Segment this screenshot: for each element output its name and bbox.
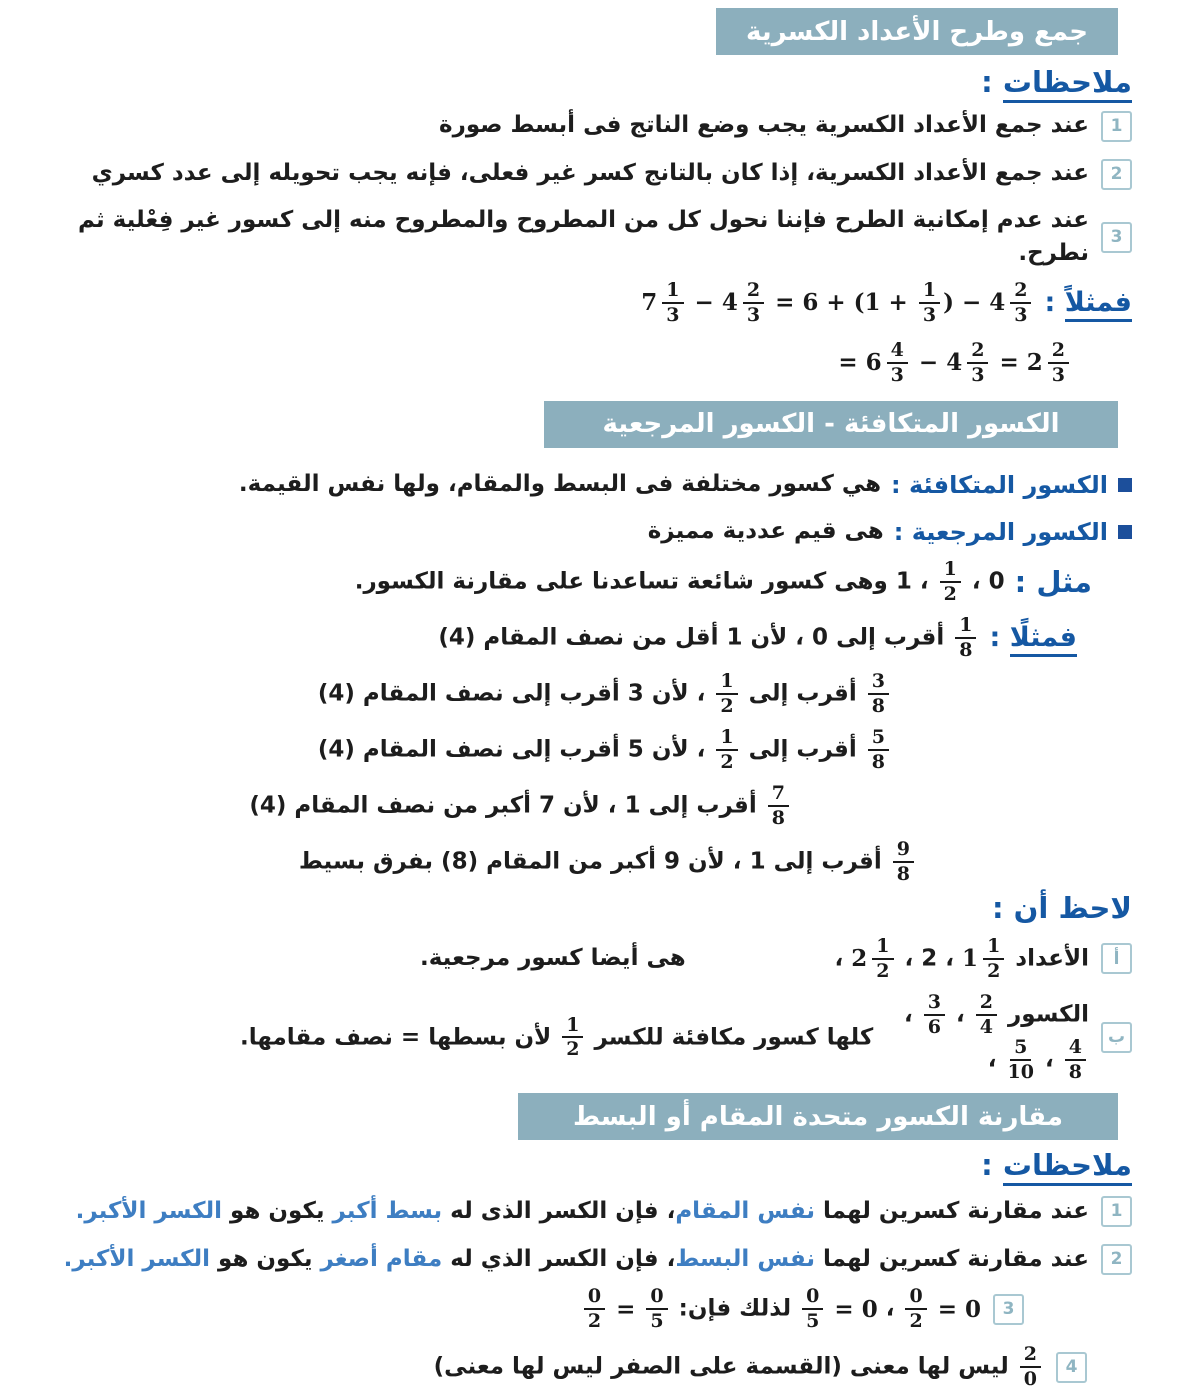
example-text (355, 559, 1005, 605)
notes-heading-text: ملاحظات (1003, 1148, 1132, 1186)
example-equation-line-1 (40, 275, 1132, 331)
text-segment: ، فإن الكسر الذى له (442, 1197, 676, 1224)
fraction: $\frac{1}{8}$ (955, 615, 976, 661)
text-segment: بسط أكبر (332, 1197, 443, 1224)
note-text (439, 109, 1089, 142)
text-segment: = (838, 349, 866, 377)
note-row (40, 1241, 1132, 1277)
example-label-text: فمثلاً (1065, 287, 1132, 322)
section-add-subtract-fractions (40, 8, 1132, 391)
text-segment: − (910, 349, 947, 377)
text-segment: عند مقارنة كسرين لهما (815, 1245, 1089, 1272)
text-segment: عند جمع الأعداد الكسرية يجب وضع الناتج فى أبسط صورة (439, 112, 1089, 139)
fraction: $\frac{3}{6}$ (924, 992, 945, 1038)
text-segment: = (608, 1295, 644, 1323)
note-text (76, 1195, 1089, 1228)
example-equation-line-2 (40, 335, 1072, 391)
definition-label: الكسور المرجعية : (893, 517, 1108, 546)
mixed-number: 2 $\frac{2}{3}$ (1027, 340, 1072, 386)
text-segment: لذلك فإن: (670, 1295, 800, 1322)
fraction: $\frac{9}{8}$ (893, 839, 914, 885)
note-text (40, 204, 1089, 271)
note-row (40, 1193, 1132, 1229)
text-segment: − (686, 289, 722, 317)
example-label-colon: : (1044, 287, 1065, 319)
example-label-colon: : (1014, 564, 1037, 599)
text-segment: الكسور (1000, 1001, 1089, 1028)
text-segment: ، فإن الكسر الذي له (442, 1245, 676, 1272)
note-text (64, 1243, 1089, 1276)
example-label (1015, 565, 1092, 599)
text-segment: مقام أصغر (320, 1245, 443, 1272)
text-segment: عند مقارنة كسرين لهما (815, 1197, 1089, 1224)
text-segment: عند عدم إمكانية الطرح فإننا نحول كل من المطروح والمطروح منه إلى كسور غير فِعْلية ثم نطرح. (77, 207, 1089, 267)
example-label (1044, 287, 1132, 318)
note-number-box: 3 (993, 1294, 1024, 1325)
note-row (40, 1281, 1024, 1337)
fraction: $\frac{2}{3}$ (967, 340, 988, 386)
text-segment: = 0 (826, 1295, 878, 1323)
text-segment: = (991, 349, 1027, 377)
math-expression (581, 1286, 671, 1332)
text-segment: يكون هو (210, 1245, 321, 1272)
fraction: $\frac{1}{2}$ (983, 936, 1004, 982)
fraction: $\frac{7}{8}$ (768, 783, 789, 829)
notes-heading-colon: : (981, 1148, 1003, 1183)
note-row (40, 108, 1132, 144)
note-text (581, 1286, 981, 1332)
observe-item-b (40, 992, 1132, 1084)
item-right-text (885, 992, 1089, 1084)
mixed-number: 4 $\frac{2}{3}$ (722, 280, 767, 326)
case-line (40, 611, 1077, 665)
item-left-text (240, 1015, 873, 1061)
mixed-number: 1 $\frac{1}{2}$ (962, 936, 1007, 982)
example-line (40, 555, 1092, 609)
section-header: جمع وطرح الأعداد الكسرية (716, 8, 1118, 55)
case-line (40, 667, 892, 721)
fraction: $\frac{1}{2}$ (562, 1015, 583, 1061)
notes-heading-text: ملاحظات (1003, 65, 1132, 103)
fraction: $\frac{4}{8}$ (1065, 1037, 1086, 1083)
notes-heading (40, 63, 1132, 102)
text-segment: أقرب إلى 1 ، لأن 9 أكبر من المقام (8) بفرق بسيط (298, 848, 890, 875)
mixed-number: 4 $\frac{2}{3}$ (989, 280, 1034, 326)
square-bullet-icon (1118, 478, 1132, 492)
text-segment: ، (877, 1295, 903, 1322)
text-segment: 0 ، (963, 568, 1005, 595)
case-text (299, 839, 917, 885)
cases-label-text: فمثلًا (1010, 622, 1077, 657)
note-row (40, 156, 1132, 192)
fraction: $\frac{1}{3}$ (919, 280, 940, 326)
text-segment: الكسر الأكبر. (63, 1245, 211, 1272)
text-segment: ، لأن 5 أقرب إلى نصف المقام (4) (317, 736, 714, 763)
cases-label-colon: : (989, 622, 1010, 654)
fraction: $\frac{2}{0}$ (1020, 1344, 1041, 1390)
text-segment: أقرب إلى (740, 736, 865, 763)
fraction: $\frac{1}{2}$ (716, 671, 737, 717)
text-segment: أقرب إلى 1 ، لأن 7 أكبر من نصف المقام (4) (249, 792, 765, 819)
text-segment: ، لأن 3 أقرب إلى نصف المقام (4) (317, 680, 714, 707)
mixed-number: 6 $\frac{4}{3}$ (866, 340, 911, 386)
definition-text: هي كسور مختلفة فى البسط والمقام، ولها نفس القيمة. (238, 470, 882, 497)
note-text (434, 1344, 1044, 1390)
case-text (318, 727, 892, 773)
text-segment: كلها كسور مكافئة للكسر (586, 1023, 874, 1050)
fraction: $\frac{1}{2}$ (872, 936, 893, 982)
note-number-box: 1 (1101, 111, 1132, 142)
note-text (92, 157, 1089, 190)
text-segment: عند جمع الأعداد الكسرية، إذا كان بالتانج كسر غير فعلى، فإنه يجب تحويله إلى عدد كسري (91, 160, 1089, 187)
text-segment: نفس المقام (675, 1197, 816, 1224)
note-number-box: 1 (1101, 1196, 1132, 1227)
fraction: $\frac{5}{10}$ (1007, 1036, 1034, 1084)
fraction: $\frac{1}{3}$ (662, 280, 683, 326)
note-number-box: 4 (1056, 1352, 1087, 1383)
equation-2 (838, 340, 1072, 386)
text-segment: = 6 + (1 + (767, 289, 916, 317)
fraction: $\frac{1}{2}$ (716, 727, 737, 773)
text-segment: ، (948, 1001, 973, 1028)
definition-row (40, 468, 1132, 501)
equation-1 (641, 280, 1034, 326)
fraction: $\frac{4}{3}$ (887, 340, 908, 386)
text-segment: أقرب إلى (740, 680, 865, 707)
notes-heading-colon: : (981, 65, 1003, 99)
cases-label (989, 622, 1077, 653)
text-segment: أقرب إلى 0 ، لأن 1 أقل من نصف المقام (4) (438, 624, 953, 651)
case-line (40, 723, 892, 777)
fraction: $\frac{2}{4}$ (976, 992, 997, 1038)
item-left-text: هى أيضا كسور مرجعية. (420, 944, 686, 971)
case-text (318, 671, 892, 717)
section-comparing-fractions (40, 1093, 1132, 1391)
item-letter-box: ب (1101, 1022, 1132, 1053)
fraction: $\frac{0}{5}$ (802, 1286, 823, 1332)
item-letter-box: أ (1101, 943, 1132, 974)
mixed-number: 2 $\frac{1}{2}$ (851, 936, 896, 982)
text-segment: ، (896, 1001, 921, 1028)
note-number-box: 2 (1101, 1244, 1132, 1275)
math-expression (902, 1286, 981, 1332)
mixed-number: 4 $\frac{2}{3}$ (946, 340, 991, 386)
observe-item-a (40, 930, 1132, 988)
fraction: $\frac{0}{2}$ (905, 1286, 926, 1332)
section-header: الكسور المتكافئة - الكسور المرجعية (544, 401, 1118, 448)
note-row (40, 1339, 1087, 1391)
text-segment: الكسر الأكبر. (75, 1197, 223, 1224)
observe-heading: لاحظ أن : (991, 890, 1132, 925)
text-segment: ، (834, 945, 852, 972)
definition-label: الكسور المتكافئة : (891, 470, 1108, 499)
text-segment: لأن بسطها = نصف مقامها. (240, 1023, 560, 1050)
example-label-text: مثل (1036, 564, 1092, 599)
text-segment: ) − (943, 289, 990, 317)
fraction: $\frac{5}{8}$ (868, 727, 889, 773)
text-segment: ، 2 ، (896, 945, 963, 972)
item-right-text (835, 936, 1090, 982)
fraction: $\frac{1}{2}$ (940, 559, 961, 605)
note-number-box: 2 (1101, 159, 1132, 190)
square-bullet-icon (1118, 525, 1132, 539)
math-expression (799, 1286, 878, 1332)
fraction: $\frac{2}{3}$ (743, 280, 764, 326)
definition-text: هى قيم عددية مميزة (647, 518, 884, 545)
case-line (40, 779, 792, 833)
notes-heading (40, 1146, 1132, 1185)
mixed-number: 7 $\frac{1}{3}$ (641, 280, 686, 326)
text-segment: ليس لها معنى (القسمة على الصفر ليس لها معنى) (433, 1353, 1017, 1380)
text-segment: ، (987, 1046, 1005, 1073)
fraction: $\frac{0}{2}$ (584, 1286, 605, 1332)
fraction: $\frac{0}{5}$ (646, 1286, 667, 1332)
fraction: $\frac{3}{8}$ (868, 671, 889, 717)
text-segment: = 0 (929, 1295, 981, 1323)
case-text (249, 783, 792, 829)
fraction: $\frac{2}{3}$ (1010, 280, 1031, 326)
note-row (40, 204, 1132, 271)
fraction: $\frac{2}{3}$ (1048, 340, 1069, 386)
case-line (40, 835, 917, 889)
definition-row (40, 515, 1132, 548)
text-segment: الأعداد (1007, 945, 1089, 972)
section-header: مقارنة الكسور متحدة المقام أو البسط (518, 1093, 1118, 1140)
note-number-box: 3 (1101, 222, 1132, 253)
text-segment: ، 1 وهى كسور شائعة تساعدنا على مقارنة الكسور. (354, 568, 937, 595)
text-segment: يكون هو (222, 1197, 333, 1224)
text-segment: نفس البسط (675, 1245, 816, 1272)
text-segment: ، (1037, 1046, 1062, 1073)
section-equivalent-reference-fractions (40, 401, 1132, 1083)
case-text (438, 615, 979, 661)
